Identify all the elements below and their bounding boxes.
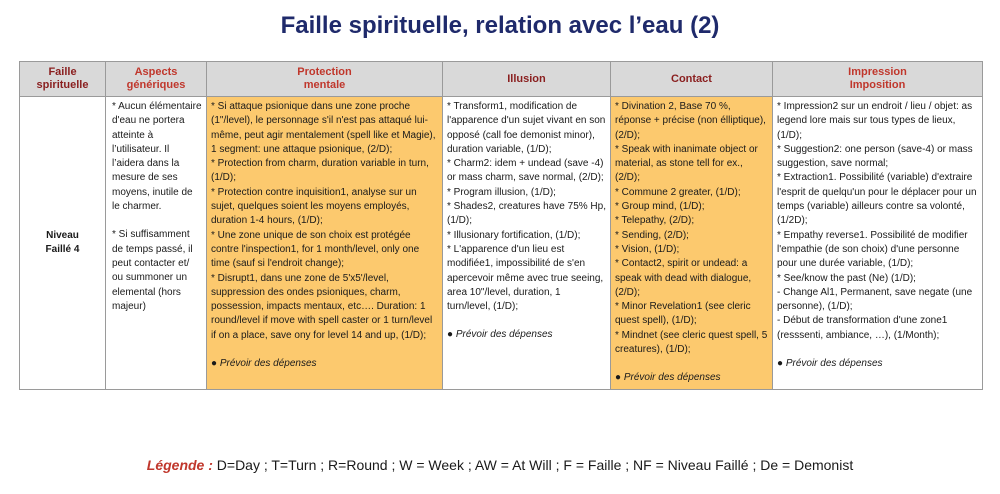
- entry-line: * Shades2, creatures have 75% Hp, (1/D);: [447, 201, 606, 227]
- spell-table: [19, 61, 983, 390]
- table-row: [20, 97, 983, 390]
- entry-line: * L'apparence d'un lieu est modifiée1, impossibilité de s'en apercevoir même avec true seeing, area 10"/level, duration, 1 turn/level, (1/D);: [447, 243, 604, 313]
- entry-line: * Contact2, spirit or undead: a speak with dead with dialogue, (2/D);: [615, 258, 752, 298]
- entry-line: * Extraction1. Possibilité (variable) d'extraire l'esprit de quelqu'un pour le déplacer pour un temps (variable) ailleurs contre sa volonté, (1/2D);: [777, 172, 977, 227]
- entry-line: * Disrupt1, dans une zone de 5'x5'/level, suppression des ondes psioniques, charm, possession, impacts mentaux, etc…. Duration: 1 round/level if move with spell caster or 1 turn/level if on a place, save ony for level 14 and up, (1/D);: [211, 272, 433, 341]
- level-cell: Niveau Faillé 4: [20, 97, 106, 390]
- entry-line: * Mindnet (see cleric quest spell, 5 creatures), (1/D);: [615, 329, 768, 356]
- header-contact: Contact: [611, 62, 773, 97]
- entry-line: * Suggestion2: one person (save-4) or mass suggestion, save normal;: [777, 143, 973, 170]
- aspects-cell: [106, 97, 207, 390]
- note-line: ● Prévoir des dépenses: [447, 329, 553, 341]
- header-protection-mentale: Protection mentale: [207, 62, 443, 97]
- spacer: [615, 357, 768, 371]
- header-row: [20, 62, 983, 97]
- entry-line: * Empathy reverse1. Possibilité de modifier l'empathie (de son choix) d'une personne pour une durée variable, (1/D);: [777, 229, 968, 270]
- illusion-cell: [443, 97, 611, 390]
- entry-line: * See/know the past (Ne) (1/D);: [777, 272, 916, 284]
- entry-line: - Début de transformation d'une zone1 (resssenti, ambiance, …), (1/Month);: [777, 315, 948, 341]
- entry-line: * Program illusion, (1/D);: [447, 186, 556, 198]
- legend-text: D=Day ; T=Turn ; R=Round ; W = Week ; AW = At Will ; F = Faille ; NF = Niveau Faillé ; De = Demonist: [212, 457, 854, 473]
- note-line: ● Prévoir des dépenses: [777, 358, 883, 370]
- legend: [0, 457, 1000, 473]
- header-faille-spirituelle: Faille spirituelle: [20, 62, 106, 97]
- entry-line: - Change Al1, Permanent, save negate (une personne), (1/D);: [777, 286, 973, 313]
- spacer: [112, 214, 202, 228]
- entry-line: * Si attaque psionique dans une zone proche (1"/level), le personnage s'il n'est pas attaqué lui-même, peut agir mentalement (spell like et Magie), 1 segment: une attaque psionique, (2/D);: [211, 101, 436, 155]
- entry-line: * Charm2: idem + undead (save -4) or mass charm, save normal, (2/D);: [447, 158, 604, 184]
- spacer: [447, 314, 606, 328]
- legend-label: Légende :: [146, 457, 213, 473]
- spacer: [777, 343, 978, 357]
- page-title: Faille spirituelle, relation avec l’eau (2): [280, 12, 720, 39]
- entry-line: * Si suffisamment de temps passé, il peut contacter et/ ou summoner un elemental (hors majeur): [112, 229, 193, 312]
- header-illusion: Illusion: [443, 62, 611, 97]
- entry-line: * Sending, (2/D);: [615, 229, 689, 241]
- entry-line: * Aucun élémentaire d'eau ne portera atteinte à l’utilisateur. Il l’aidera dans la mesure de ses moyens, inutile de le charmer.: [112, 101, 202, 213]
- entry-line: * Protection contre inquisition1, analyse sur un sujet, quelques soient les moyens employés, duration 1-4 hours, (1/D);: [211, 186, 417, 227]
- entry-line: * Divination 2, Base 70 %, réponse + précise (non élliptique), (2/D);: [615, 101, 766, 141]
- note-line: ● Prévoir des dépenses: [615, 372, 721, 384]
- header-aspects-generiques: Aspects génériques: [106, 62, 207, 97]
- entry-line: * Vision, (1/D);: [615, 243, 680, 255]
- entry-line: * Group mind, (1/D);: [615, 201, 705, 213]
- entry-line: * Illusionary fortification, (1/D);: [447, 229, 581, 241]
- entry-line: * Une zone unique de son choix est protégée contre l'inspection1, for 1 month/level, only one time (sauf si l'endroit change);: [211, 229, 420, 270]
- entry-line: * Transform1, modification de l'apparence d'un sujet vivant en son opposé (call foe demonist minor), duration variable, (1/D);: [447, 101, 606, 155]
- contact-cell: [611, 97, 773, 390]
- entry-line: * Minor Revelation1 (see cleric quest spell), (1/D);: [615, 301, 751, 327]
- entry-line: * Commune 2 greater, (1/D);: [615, 186, 741, 198]
- entry-line: * Protection from charm, duration variable in turn, (1/D);: [211, 158, 429, 184]
- impression-cell: [773, 97, 983, 390]
- note-line: ● Prévoir des dépenses: [211, 358, 317, 370]
- protection-cell: [207, 97, 443, 390]
- entry-line: * Speak with inanimate object or material, as stone tell for ex., (2/D);: [615, 143, 758, 184]
- header-impression-imposition: Impression Imposition: [773, 62, 983, 97]
- entry-line: * Telepathy, (2/D);: [615, 215, 695, 227]
- spacer: [211, 343, 438, 357]
- entry-line: * Impression2 sur un endroit / lieu / objet: as legend lore mais sur tous types de lieux, (1/D);: [777, 101, 973, 141]
